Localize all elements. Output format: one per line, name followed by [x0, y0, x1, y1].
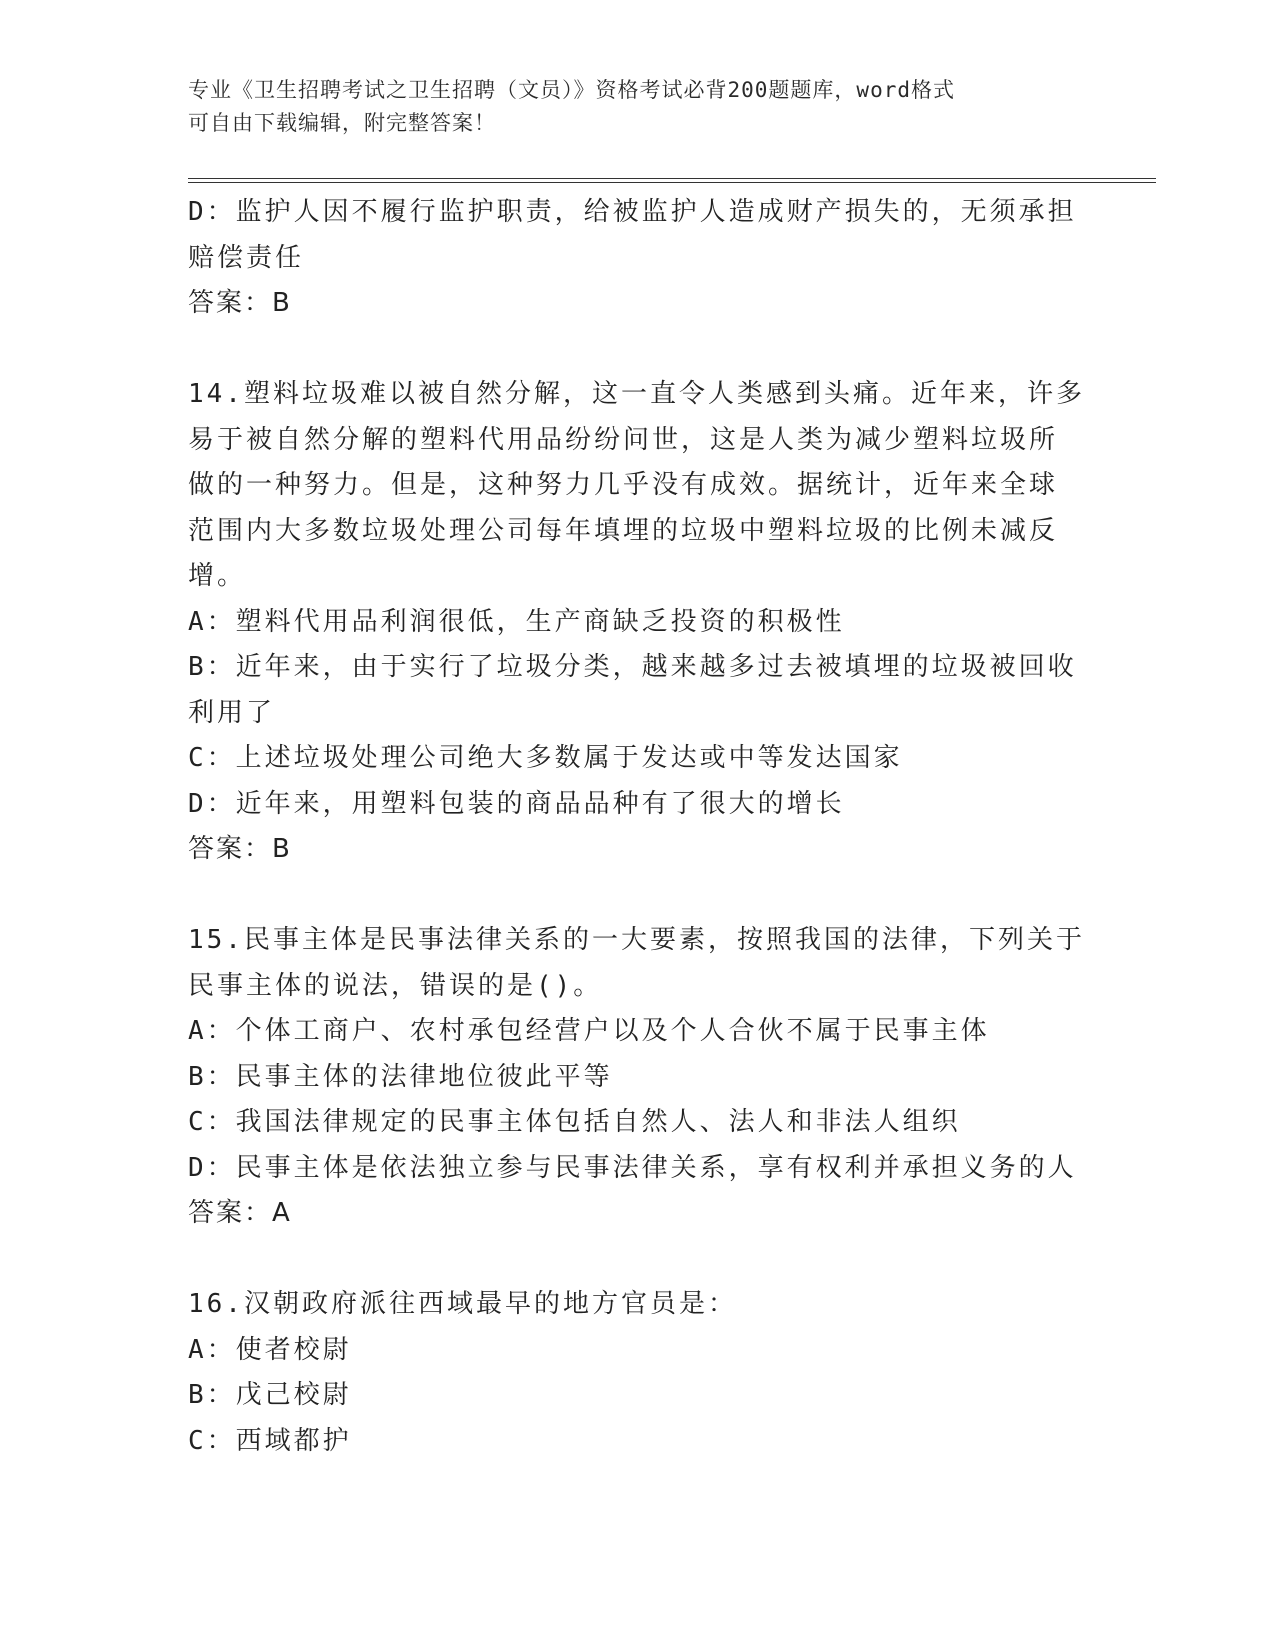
- question-content: [188, 190, 1088, 1464]
- header-divider: [188, 178, 1156, 183]
- question-stem-line: 民事主体的说法，错误的是()。: [188, 970, 603, 1001]
- answer: 答案：A: [188, 1198, 292, 1228]
- header-line-1: 专业《卫生招聘考试之卫生招聘（文员）》资格考试必背200题题库，word格式: [188, 78, 955, 102]
- question-stem-line: 范围内大多数垃圾处理公司每年填埋的垃圾中塑料垃圾的比例未减反: [188, 515, 1059, 546]
- option-a: A：使者校尉: [188, 1334, 352, 1365]
- question-stem-line: 16.汉朝政府派往西域最早的地方官员是：: [188, 1289, 737, 1319]
- option-b: B：民事主体的法律地位彼此平等: [188, 1061, 613, 1092]
- answer: 答案：B: [188, 834, 292, 864]
- option-d: D：监护人因不履行监护职责，给被监护人造成财产损失的，无须承担: [188, 197, 1077, 227]
- answer: 答案：B: [188, 288, 292, 318]
- question-stem-line: 15.民事主体是民事法律关系的一大要素，按照我国的法律，下列关于: [188, 925, 1085, 955]
- option-d: D：近年来，用塑料包装的商品品种有了很大的增长: [188, 788, 845, 819]
- option-d: D：民事主体是依法独立参与民事法律关系，享有权利并承担义务的人: [188, 1152, 1077, 1183]
- option-a: A：个体工商户、农村承包经营户以及个人合伙不属于民事主体: [188, 1016, 990, 1046]
- question-14: [188, 372, 1088, 873]
- header-line-2: 可自由下载编辑，附完整答案！: [188, 111, 496, 135]
- document-header: [188, 74, 1088, 140]
- question-16: [188, 1282, 1088, 1464]
- previous-question-tail: [188, 190, 1088, 327]
- option-d-continued: 赔偿责任: [188, 242, 305, 273]
- question-stem-line: 增。: [188, 561, 247, 591]
- question-stem-line: 易于被自然分解的塑料代用品纷纷问世，这是人类为减少塑料垃圾所: [188, 424, 1059, 455]
- option-b: B：戊己校尉: [188, 1380, 352, 1410]
- option-c: C：西域都护: [188, 1425, 352, 1456]
- question-stem-line: 14.塑料垃圾难以被自然分解，这一直令人类感到头痛。近年来，许多: [188, 379, 1085, 409]
- option-c: C：我国法律规定的民事主体包括自然人、法人和非法人组织: [188, 1107, 961, 1137]
- option-b-continued: 利用了: [188, 697, 276, 728]
- question-stem-line: 做的一种努力。但是，这种努力几乎没有成效。据统计，近年来全球: [188, 470, 1059, 500]
- option-c: C：上述垃圾处理公司绝大多数属于发达或中等发达国家: [188, 743, 903, 773]
- option-b: B：近年来，由于实行了垃圾分类，越来越多过去被填埋的垃圾被回收: [188, 652, 1077, 682]
- question-15: [188, 918, 1088, 1237]
- option-a: A：塑料代用品利润很低，生产商缺乏投资的积极性: [188, 606, 845, 637]
